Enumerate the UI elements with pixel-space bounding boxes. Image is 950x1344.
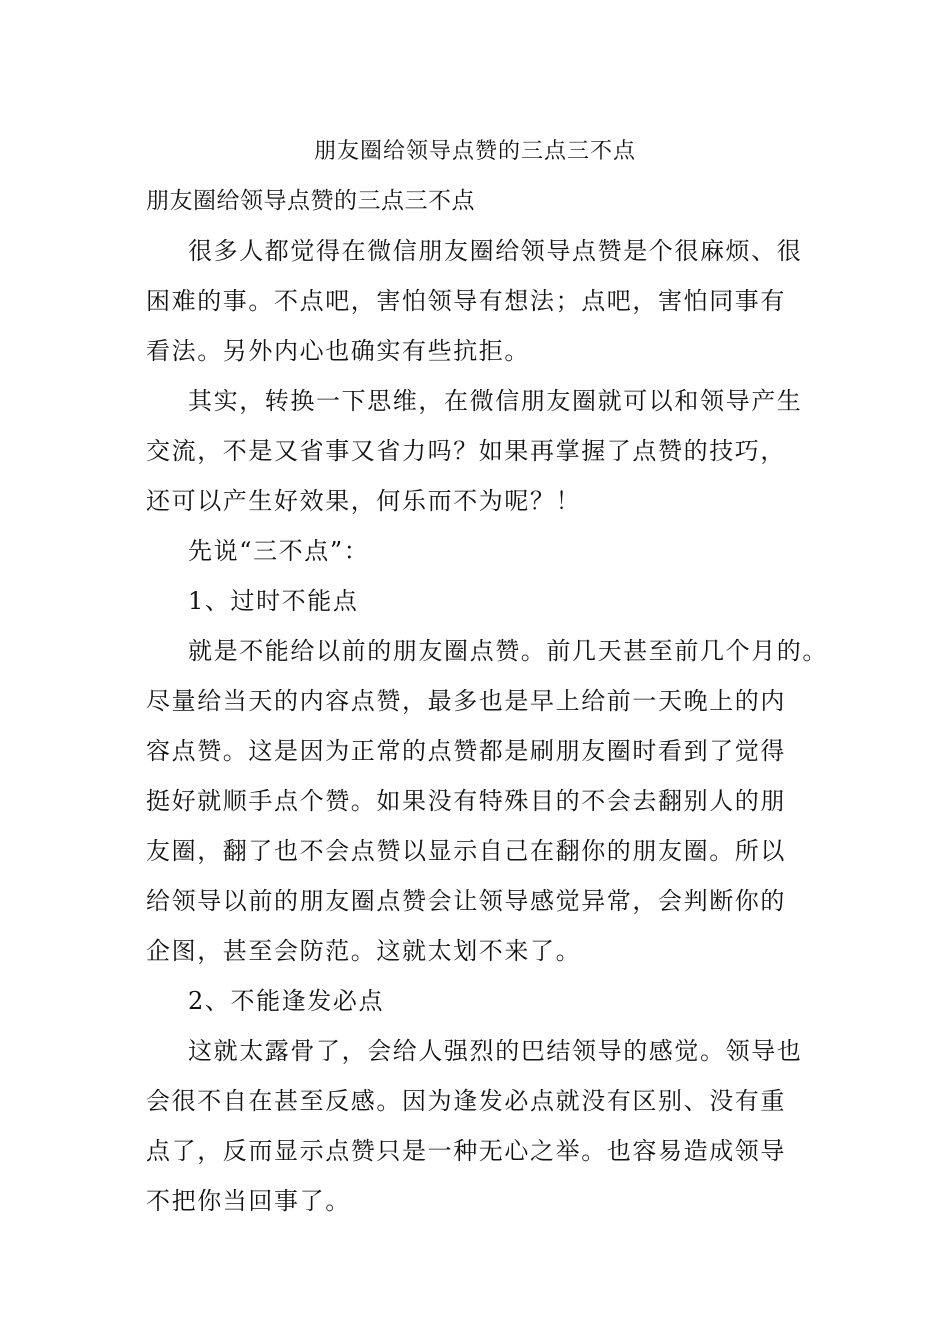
body-subtitle: 朋友圈给领导点赞的三点三不点	[146, 188, 475, 214]
body-line: 会很不自在甚至反感。因为逢发必点就没有区别、没有重	[146, 1087, 786, 1115]
body-line: 很多人都觉得在微信朋友圈给领导点赞是个很麻烦、很	[188, 237, 803, 265]
body-line: 不把你当回事了。	[146, 1187, 351, 1215]
body-line: 企图，甚至会防范。这就太划不来了。	[146, 937, 582, 965]
body-line: 交流，不是又省事又省力吗？如果再掌握了点赞的技巧，	[146, 437, 786, 465]
body-line: 其实，转换一下思维，在微信朋友圈就可以和领导产生	[188, 387, 803, 415]
section-heading: 2、不能逢发必点	[188, 987, 385, 1015]
body-line: 友圈，翻了也不会点赞以显示自己在翻你的朋友圈。所以	[146, 837, 786, 865]
body-line: 看法。另外内心也确实有些抗拒。	[146, 337, 530, 365]
body-line: 给领导以前的朋友圈点赞会让领导感觉异常，会判断你的	[146, 887, 786, 915]
body-line: 容点赞。这是因为正常的点赞都是刷朋友圈时看到了觉得	[146, 737, 786, 765]
section-intro: 先说“三不点”：	[188, 537, 370, 565]
body-line: 还可以产生好效果，何乐而不为呢？！	[146, 487, 582, 515]
document-title: 朋友圈给领导点赞的三点三不点	[313, 139, 636, 164]
body-line: 就是不能给以前的朋友圈点赞。前几天甚至前几个月的。	[188, 637, 828, 665]
document-body	[146, 176, 836, 1226]
body-line: 挺好就顺手点个赞。如果没有特殊目的不会去翻别人的朋	[146, 787, 786, 815]
body-line: 点了，反而显示点赞只是一种无心之举。也容易造成领导	[146, 1137, 786, 1165]
body-line: 这就太露骨了，会给人强烈的巴结领导的感觉。领导也	[188, 1037, 803, 1065]
body-line: 尽量给当天的内容点赞，最多也是早上给前一天晚上的内	[146, 687, 786, 715]
body-line: 困难的事。不点吧，害怕领导有想法；点吧，害怕同事有	[146, 287, 786, 315]
section-heading: 1、过时不能点	[188, 587, 359, 615]
